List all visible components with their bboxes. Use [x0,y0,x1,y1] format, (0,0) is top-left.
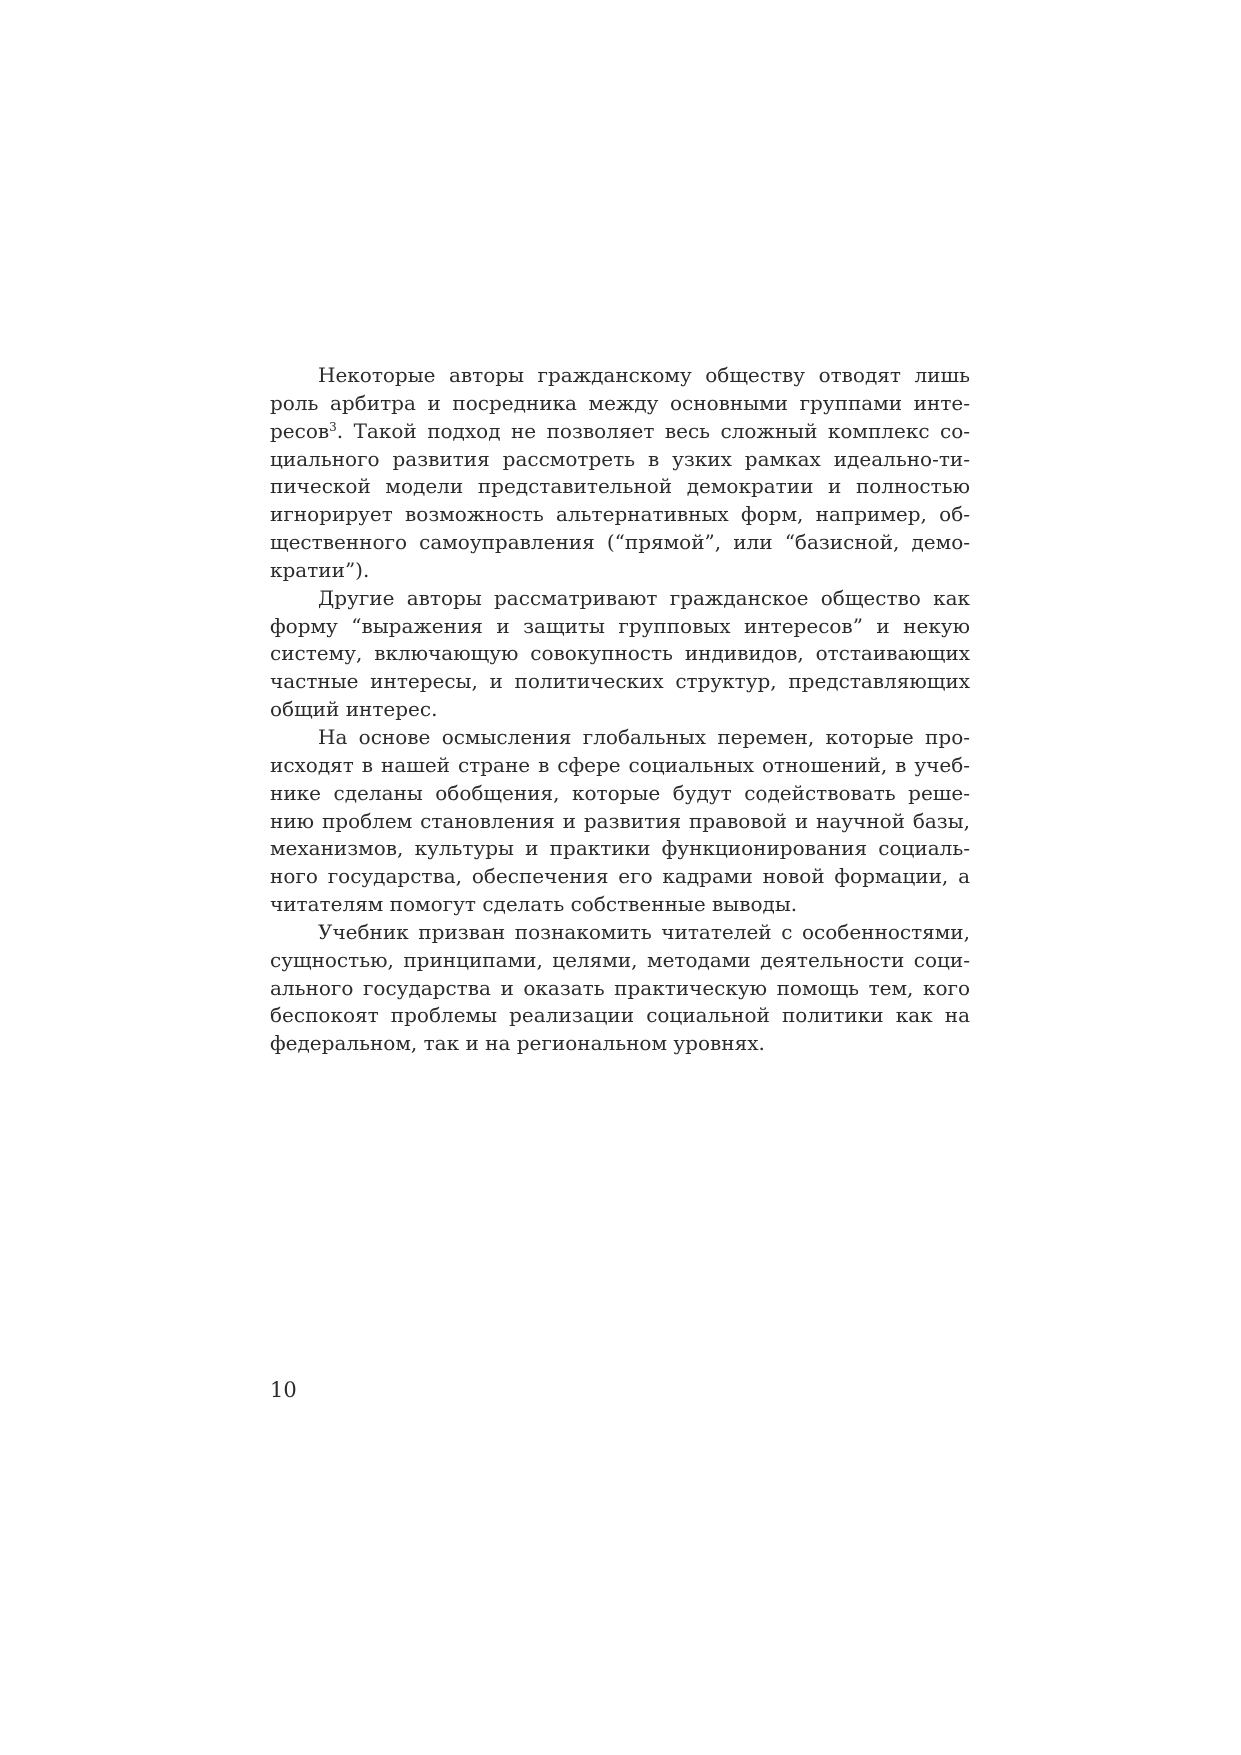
footnote-text-before: ресов [270,418,330,443]
paragraph-3-line-4: нию проблем становления и развития правовой и научной базы, [270,808,970,833]
paragraph-1-line-7: щественного самоуправления (“прямой”, или “базисной, демо- [270,530,970,555]
paragraph-1-line-4: циального развития рассмотреть в узких рамках идеально-ти- [270,446,970,471]
paragraph-4-line-1: Учебник призван познакомить читателей с особенностями, [318,919,970,944]
paragraph-2-line-3: систему, включающую совокупность индивидов, отстаивающих [270,641,970,666]
paragraph-4-line-2: сущностью, принципами, целями, методами деятельности соци- [270,947,970,972]
paragraph-1-line-1: Некоторые авторы гражданскому обществу отводят лишь [318,363,970,387]
paragraph-2-line-1: Другие авторы рассматривают гражданское общество как [318,585,970,610]
paragraph-3-line-1: На основе осмысления глобальных перемен, которые про- [318,724,970,749]
page-number: 10 [270,1378,297,1402]
paragraph-4-line-3: ального государства и оказать практическую помощь тем, кого [270,975,970,1000]
paragraph-1-line-5: пической модели представительной демократии и полностью [270,474,970,499]
paragraph-1-line-6: игнорирует возможность альтернативных форм, например, об- [270,502,970,527]
paragraph-3-line-2: исходят в нашей стране в сфере социальных отношений, в учеб- [270,752,970,777]
paragraph-2-line-4: частные интересы, и политических структур, представляющих [270,669,970,694]
paragraph-4-line-5: федеральном, так и на региональном уровнях. [270,1031,765,1056]
paragraph-3-line-5: механизмов, культуры и практики функционирования социаль- [270,836,970,861]
paragraph-3-line-6: ного государства, обеспечения его кадрами новой формации, а [270,864,970,889]
paragraph-2-line-2: форму “выражения и защиты групповых интересов” и некую [270,613,970,638]
paragraph-2-line-5: общий интерес. [270,697,438,722]
paragraph-1-line-2: роль арбитра и посредника между основными группами инте- [270,390,970,415]
footnote-ref-3: 3 [329,419,337,434]
body-text [270,362,970,1058]
footnote-text-after: . Такой подход не позволяет весь сложный комплекс со- [336,418,970,443]
paragraph-3-line-7: читателям помогут сделать собственные выводы. [270,892,798,917]
paragraph-3-line-3: нике сделаны обобщения, которые будут содействовать реше- [270,780,970,805]
paragraph-1-line-3 [270,418,970,446]
paragraph-4-line-4: беспокоят проблемы реализации социальной политики как на [270,1003,970,1028]
paragraph-1-line-8: кратии”). [270,557,370,582]
